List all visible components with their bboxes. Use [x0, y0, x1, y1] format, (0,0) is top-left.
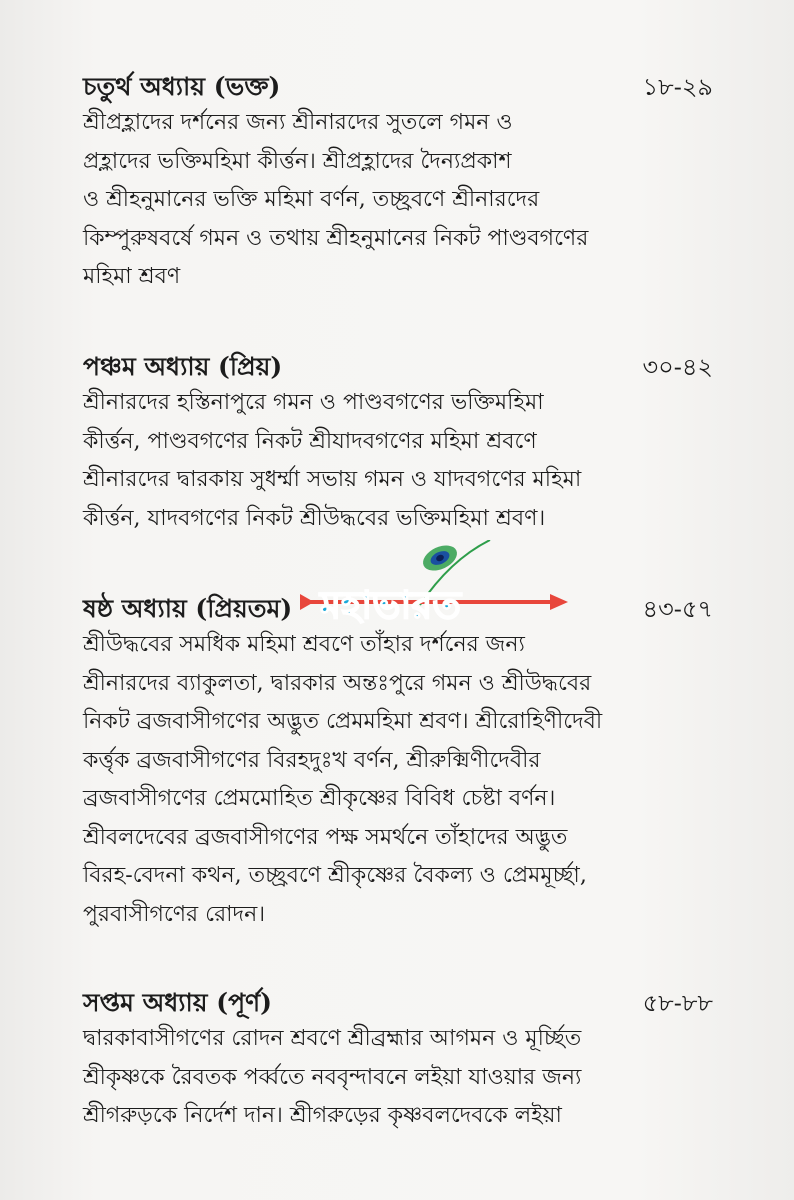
chapter-heading-row — [83, 986, 713, 1020]
chapter-title: সপ্তম অধ্যায় (পূর্ণ) — [83, 988, 272, 1017]
summary-line: শ্রীপ্রহ্লাদের দর্শনের জন্য শ্রীনারদের সুতলে গমন ও — [83, 110, 513, 135]
summary-line: প্রহ্লাদের ভক্তিমহিমা কীর্ত্তন। শ্রীপ্রহ্লাদের দৈন্যপ্রকাশ — [83, 148, 512, 174]
page-range: ১৮-২৯ — [642, 73, 713, 101]
summary-line: দ্বারকাবাসীগণের রোদন শ্রবণে শ্রীব্রহ্মার আগমন ও মূর্চ্ছিত — [83, 1026, 582, 1051]
page-range: ৩০-৪২ — [642, 353, 713, 381]
chapter-section — [83, 986, 713, 1136]
summary-line: কীর্ত্তন, যাদবগণের নিকট শ্রীউদ্ধবের ভক্তিমহিমা শ্রবণ। — [83, 505, 546, 531]
summary-line: কীর্ত্তন, পাণ্ডবগণের নিকট শ্রীযাদবগণের মহিমা শ্রবণে — [83, 428, 537, 454]
summary-line: শ্রীনারদের ব্যাকুলতা, দ্বারকার অন্তঃপুরে গমন ও শ্রীউদ্ধবের — [83, 670, 592, 696]
chapter-heading-row — [83, 70, 713, 104]
summary-line: শ্রীবলদেবের ব্রজবাসীগণের পক্ষ সমর্থনে তাঁহাদের অদ্ভুত — [83, 824, 568, 850]
summary-line: ও শ্রীহনুমানের ভক্তি মহিমা বর্ণন, তচ্ছ্রবণে শ্রীনারদের — [83, 187, 540, 212]
summary-line: শ্রীকৃষ্ণকে রৈবতক পর্ব্বতে নববৃন্দাবনে লইয়া যাওয়ার জন্য — [83, 1064, 582, 1090]
chapter-section — [83, 70, 713, 297]
logo-lettering: মহাভারত — [320, 583, 461, 627]
chapter-heading-row — [83, 350, 713, 384]
summary-line: ব্রজবাসীগণের প্রেমমোহিত শ্রীকৃষ্ণের বিবিধ চেষ্টা বর্ণন। — [83, 786, 556, 811]
peacock-feather-arrow-logo — [300, 540, 570, 660]
summary-line: শ্রীনারদের হস্তিনাপুরে গমন ও পাণ্ডবগণের ভক্তিমহিমা — [83, 390, 544, 415]
summary-line: শ্রীগরুড়কে নির্দেশ দান। শ্রীগরুড়ের কৃষ্ণবলদেবকে লইয়া — [83, 1103, 562, 1128]
chapter-section — [83, 350, 713, 538]
summary-line: কিম্পুরুষবর্ষে গমন ও তথায় শ্রীহনুমানের নিকট পাণ্ডবগণের — [83, 225, 589, 251]
page-range: ৪৩-৫৭ — [642, 595, 713, 623]
chapter-title: পঞ্চম অধ্যায় (প্রিয়) — [83, 352, 283, 381]
summary-line: নিকট ব্রজবাসীগণের অদ্ভুত প্রেমমহিমা শ্রবণ। শ্রীরোহিণীদেবী — [83, 709, 603, 734]
page-range: ৫৮-৮৮ — [642, 989, 713, 1017]
summary-line: শ্রীনারদের দ্বারকায় সুধর্ম্মা সভায় গমন ও যাদবগণের মহিমা — [83, 467, 582, 492]
chapter-title: চতুর্থ অধ্যায় (ভক্ত) — [83, 72, 281, 101]
summary-line: মহিমা শ্রবণ — [83, 264, 181, 289]
chapter-title: ষষ্ঠ অধ্যায় (প্রিয়তম) — [83, 594, 293, 623]
summary-line: বিরহ-বেদনা কথন, তচ্ছ্রবণে শ্রীকৃষ্ণের বৈকল্য ও প্রেমমূর্চ্ছা, — [83, 863, 587, 888]
summary-line: কর্ত্তৃক ব্রজবাসীগণের বিরহদুঃখ বর্ণন, শ্রীরুক্মিণীদেবীর — [83, 747, 541, 773]
summary-line: শ্রীউদ্ধবের সমধিক মহিমা শ্রবণে তাঁহার দর্শনের জন্য — [83, 632, 525, 657]
summary-line: পুরবাসীগণের রোদন। — [83, 901, 266, 927]
